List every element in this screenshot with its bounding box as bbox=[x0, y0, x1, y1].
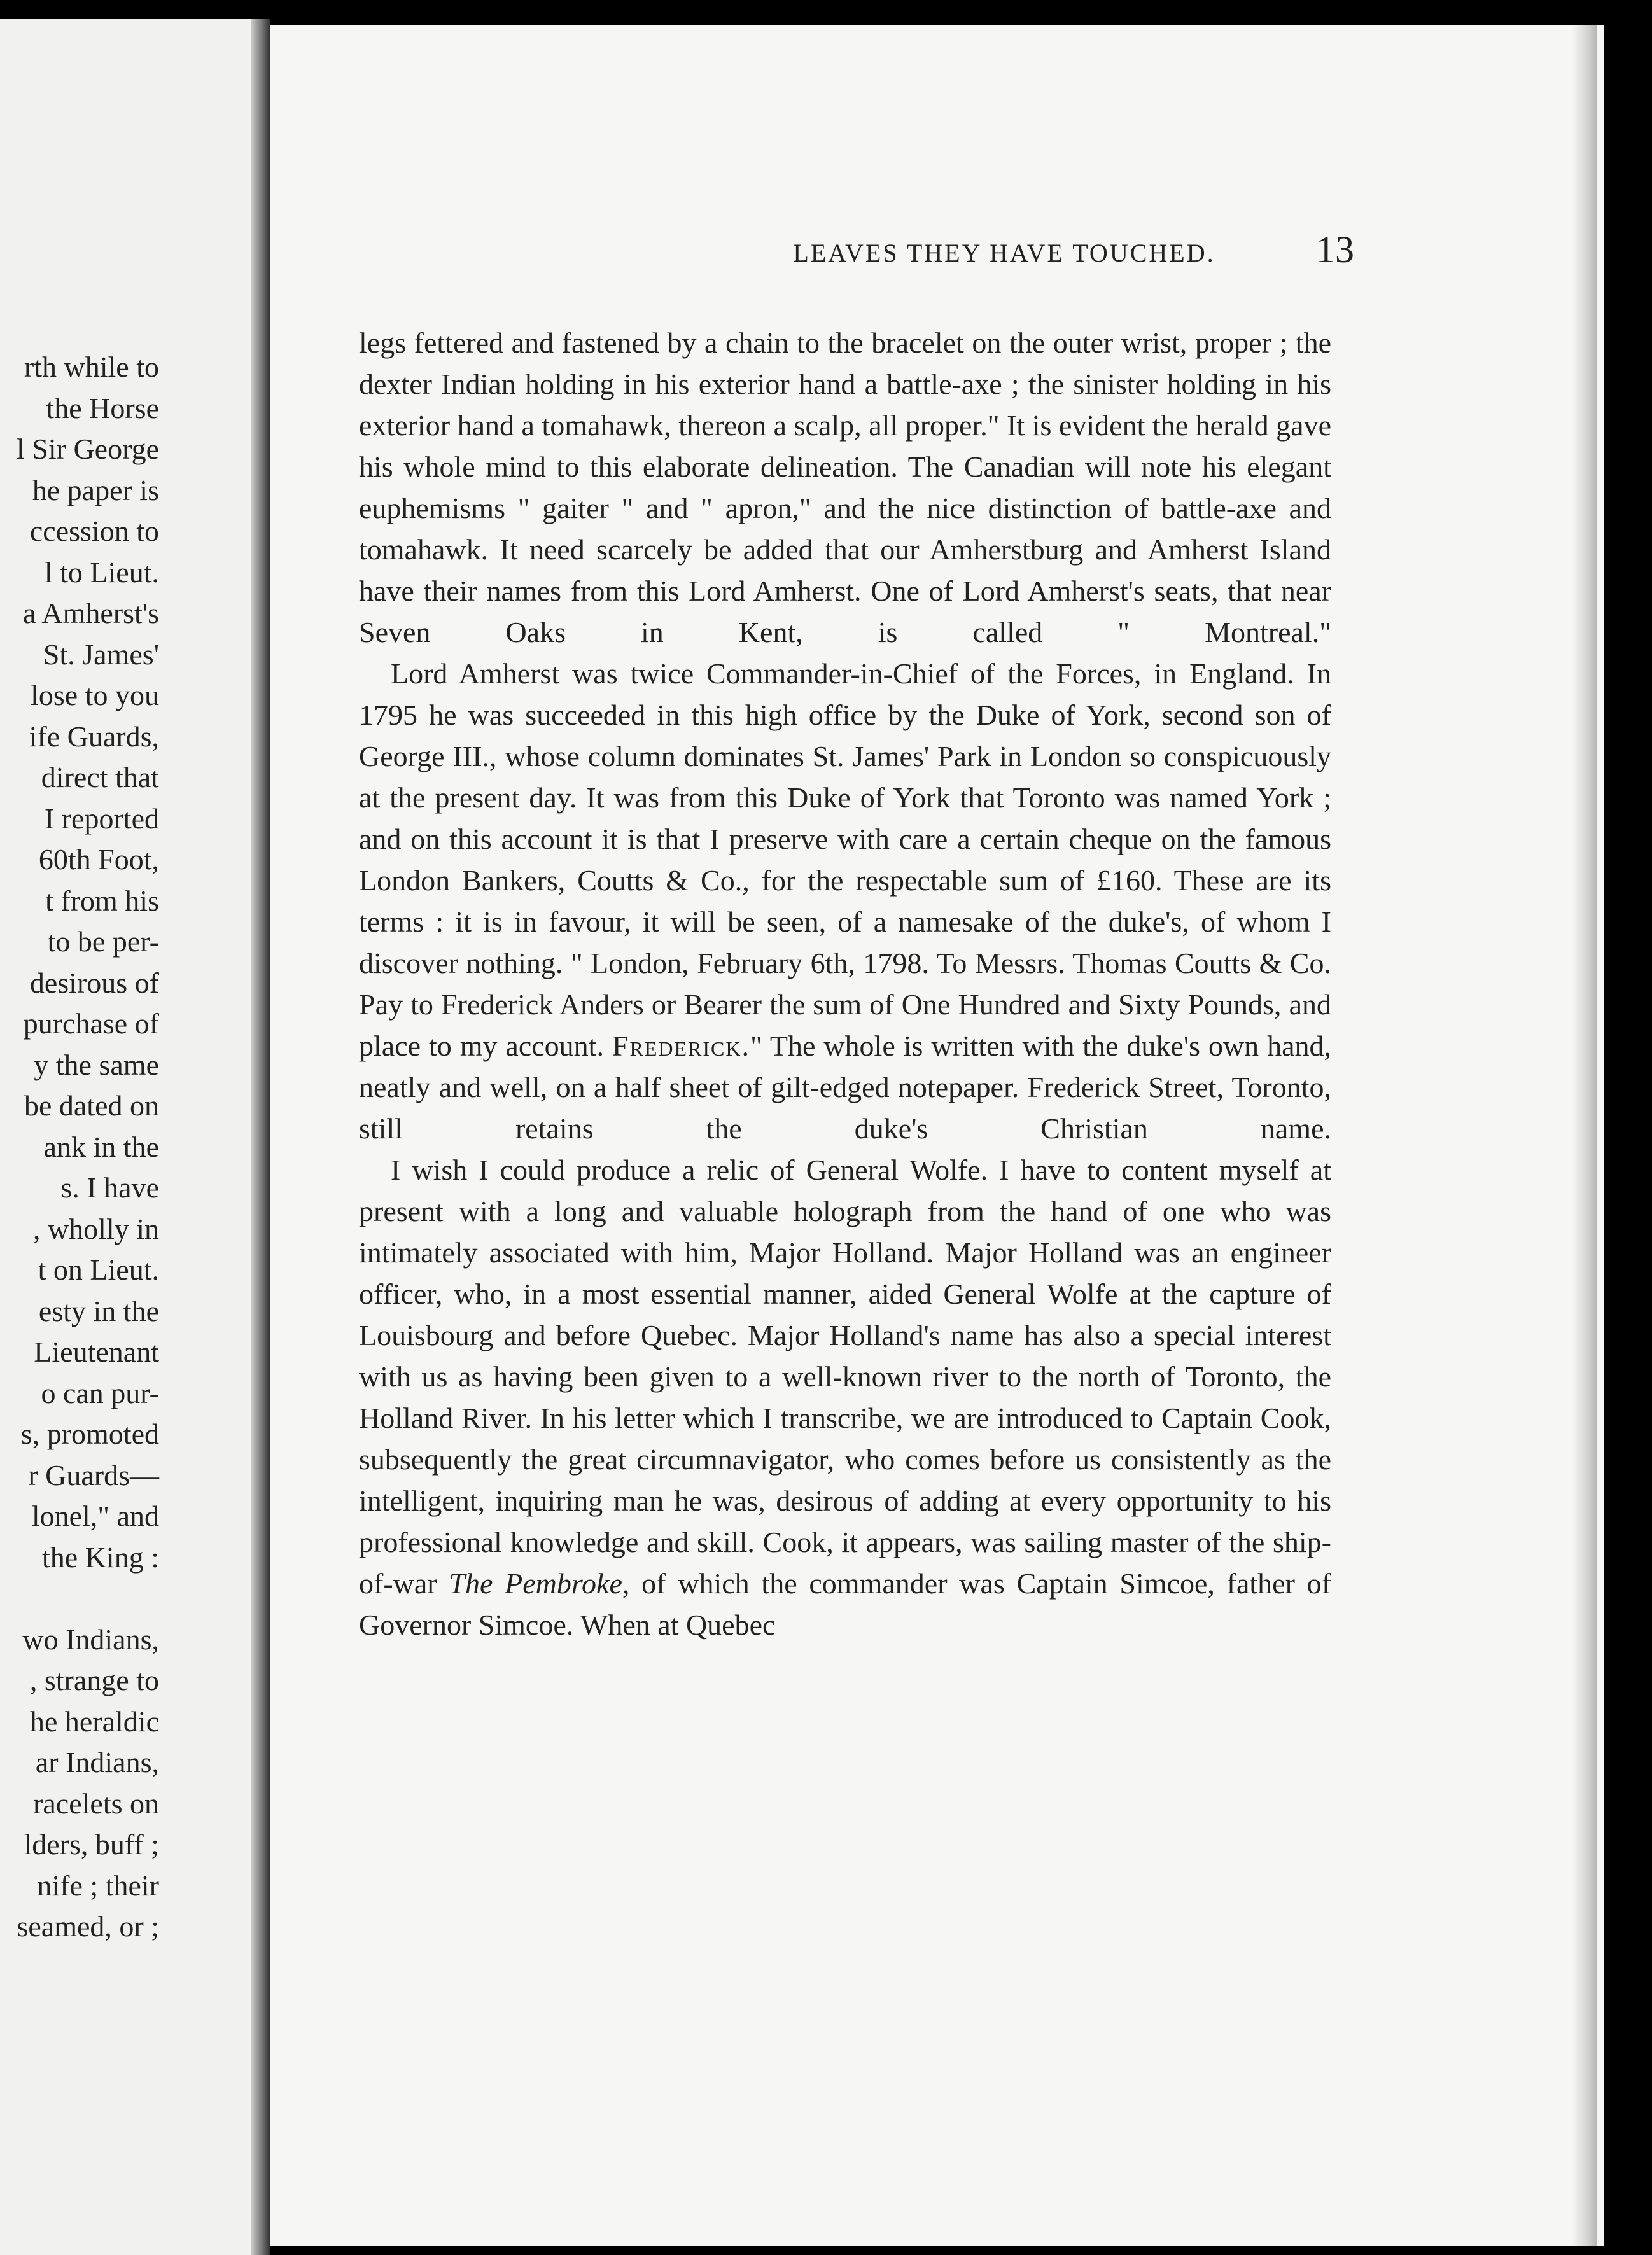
left-page-line: rth while to bbox=[24, 351, 159, 383]
left-page-line: purchase of bbox=[23, 1007, 159, 1040]
left-page-line: l Sir George bbox=[16, 433, 159, 465]
left-page-line: o can pur- bbox=[41, 1376, 159, 1409]
left-page-line: ar Indians, bbox=[35, 1746, 159, 1778]
left-page-line: esty in the bbox=[38, 1294, 159, 1327]
left-page-line: to be per- bbox=[47, 925, 159, 958]
left-page-line: Lieutenant bbox=[34, 1336, 159, 1368]
left-page-line: seamed, or ; bbox=[17, 1910, 159, 1943]
paragraph-2-text: Lord Amherst was twice Commander-in-Chief of the Forces, in England. In 1795 he was succeeded in this high office by the Duke of York, second son of George III., whose column dominates St. James' Park in London so conspicuously at the present day. It was from this Duke of York that Toronto was named York ; and on this account it is that I preserve with care a certain cheque on the famous London Bankers, Coutts & Co., for the respectable sum of £160. These are its terms : it is in favour, it will be seen, of a namesake of the duke's, of whom I discover nothing. " London, February 6th, 1798. To Messrs. Thomas Coutts & Co. Pay to Frederick Anders or Bearer the sum of One Hundred and Sixty Pounds, and place to my account. bbox=[359, 657, 1331, 1062]
left-page-line: s. I have bbox=[60, 1171, 159, 1204]
left-page-line: St. James' bbox=[43, 638, 159, 671]
paragraph-3-text: I wish I could produce a relic of General Wolfe. I have to content myself at present with a long and valuable holograph from the hand of one who was intimately associated with him, Major Holland. Major Holland was an engineer officer, who, in a most essential manner, aided General Wolfe at the capture of Louisbourg and before Quebec. Major Holland's name has also a special interest with us as having been given to a well-known river to the north of Toronto, the Holland River. In his letter which I transcribe, we are introduced to Captain Cook, subsequently the great circumnavigator, who comes before us consistently as the intelligent, inquiring man he was, desirous of adding at every opportunity to his professional knowledge and skill. Cook, it appears, was sailing master of the ship-of-war bbox=[359, 1154, 1331, 1600]
left-page-text-fragments bbox=[0, 19, 258, 2255]
left-page-line: ank in the bbox=[43, 1130, 159, 1163]
left-page-line: be dated on bbox=[24, 1089, 159, 1122]
left-page-line: the Horse bbox=[46, 391, 159, 424]
left-page-line: ccession to bbox=[29, 515, 159, 547]
left-page-line: l to Lieut. bbox=[44, 555, 159, 589]
left-page-line: ife Guards, bbox=[29, 720, 159, 753]
ship-name: The Pembroke bbox=[449, 1567, 622, 1600]
left-page-line: desirous of bbox=[29, 966, 159, 999]
left-page-line: lonel," and bbox=[31, 1500, 159, 1532]
left-page-line: , strange to bbox=[29, 1664, 159, 1696]
left-page-line: I reported bbox=[44, 802, 159, 835]
left-page-line: lders, buff ; bbox=[24, 1828, 159, 1861]
running-head: LEAVES THEY HAVE TOUCHED. bbox=[793, 239, 1215, 267]
signature-frederick: Frederick. bbox=[612, 1030, 750, 1062]
left-page-line: , wholly in bbox=[32, 1212, 159, 1245]
left-page-line: a Amherst's bbox=[23, 597, 159, 629]
paragraph-3-text-continued: , of which the commander was Captain Simcoe, father of Governor Simcoe. When at Quebec bbox=[359, 1567, 1331, 1641]
book-gutter-shadow bbox=[251, 19, 270, 2255]
paragraph-3 bbox=[359, 1149, 1331, 1645]
left-page-line: direct that bbox=[41, 761, 159, 793]
left-page-line: t from his bbox=[45, 884, 159, 917]
left-page-line: racelets on bbox=[33, 1787, 159, 1820]
page-edge-shadow bbox=[1572, 25, 1597, 2246]
left-page-line: the King : bbox=[42, 1540, 159, 1574]
left-page-line: t on Lieut. bbox=[38, 1253, 159, 1286]
page-body bbox=[359, 322, 1331, 1645]
left-page-line: s, promoted bbox=[20, 1418, 159, 1450]
left-page-line: wo Indians, bbox=[22, 1623, 159, 1656]
left-page-line: 60th Foot, bbox=[38, 843, 159, 876]
paragraph-2 bbox=[359, 653, 1331, 1149]
left-page-line: nife ; their bbox=[37, 1869, 159, 1902]
left-page-line: y the same bbox=[34, 1048, 159, 1081]
paragraph-1: legs fettered and fastened by a chain to the bracelet on the outer wrist, proper ; the dexter Indian holding in his exterior hand a battle-axe ; the sinister holding in his exterior hand a tomahawk, thereon a scalp, all proper." It is evident the herald gave his whole mind to this elaborate delineation. The Canadian will note his elegant euphemisms " gaiter " and " apron," and the nice distinction of battle-axe and tomahawk. It need scarcely be added that our Amherstburg and Amherst Island have their names from this Lord Amherst. One of Lord Amherst's seats, that near Seven Oaks in Kent, is called " Montreal." bbox=[359, 326, 1331, 648]
left-page-line: r Guards— bbox=[28, 1458, 159, 1491]
left-page-line: he heraldic bbox=[29, 1705, 159, 1738]
page-number: 13 bbox=[1316, 228, 1354, 270]
left-page-line: he paper is bbox=[32, 473, 159, 506]
paragraph-2-text-continued: " The whole is written with the duke's own hand, neatly and well, on a half sheet of gilt-edged notepaper. Frederick Street, Toronto, still retains the duke's Christian name. bbox=[359, 1030, 1332, 1145]
left-page bbox=[0, 19, 258, 2255]
left-page-line: lose to you bbox=[31, 679, 159, 711]
